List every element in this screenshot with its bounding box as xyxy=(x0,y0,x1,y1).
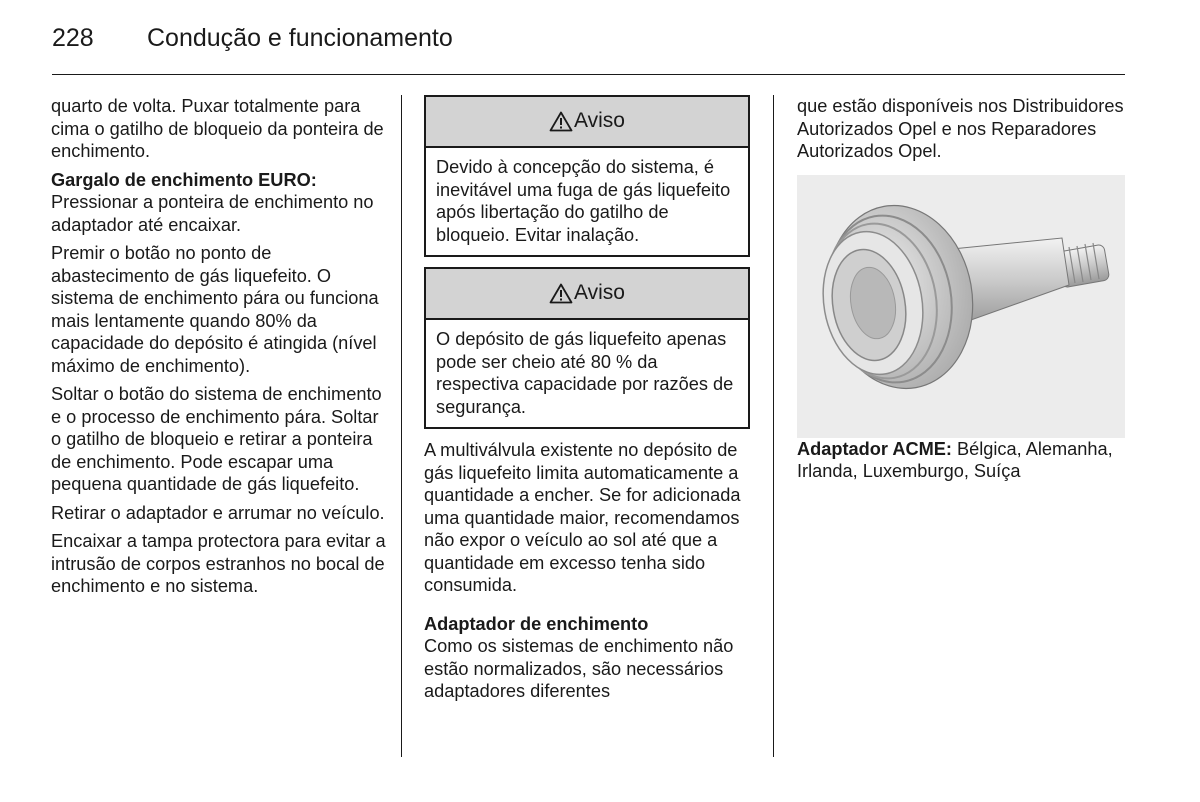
warning-text: Devido à concepção do sistema, é inevitável uma fuga de gás liquefeito após libertação do gatilho de bloqueio. Evitar inalação. xyxy=(436,157,731,245)
paragraph: quarto de volta. Puxar totalmente para cima o gatilho de bloqueio da ponteira de enchimento. xyxy=(51,96,384,161)
figure-caption xyxy=(797,438,1125,483)
column-2 xyxy=(424,95,754,703)
chapter-title: Condução e funcionamento xyxy=(147,24,453,52)
paragraph xyxy=(424,613,754,703)
page-number: 228 xyxy=(52,24,94,52)
section-heading: Adaptador de enchimento xyxy=(424,613,649,634)
warning-header xyxy=(426,97,748,148)
column-1 xyxy=(51,95,386,598)
acme-adapter-illustration xyxy=(797,175,1125,438)
paragraph-text: Pressionar a ponteira de enchimento no adaptador até encaixar. xyxy=(51,192,374,235)
paragraph: que estão disponíveis nos Distribuidores Autorizados Opel e nos Reparadores Autorizados Opel. xyxy=(797,96,1124,161)
paragraph: Premir o botão no ponto de abastecimento de gás liquefeito. O sistema de enchimento pára ou funciona mais lentamente quando 80% da capacidade do depósito é atingida (nível máximo de enchimento). xyxy=(51,243,379,376)
paragraph: Retirar o adaptador e arrumar no veículo. xyxy=(51,502,385,523)
warning-title: Aviso xyxy=(574,281,625,305)
paragraph: Encaixar a tampa protectora para evitar a intrusão de corpos estranhos no bocal de enchimento e no sistema. xyxy=(51,531,386,596)
warning-triangle-icon xyxy=(549,111,573,132)
column-divider-2 xyxy=(773,95,774,757)
warning-triangle-icon xyxy=(549,283,573,304)
column-divider-1 xyxy=(401,95,402,757)
warning-header xyxy=(426,269,748,320)
column-3 xyxy=(797,95,1125,483)
warning-title: Aviso xyxy=(574,109,625,133)
paragraph-heading: Gargalo de enchimento EURO: xyxy=(51,169,317,190)
paragraph: Soltar o botão do sistema de enchimento e o processo de enchimento pára. Soltar o gatilho de bloqueio e retirar a ponteira de enchimento. Pode escapar uma pequena quantidade de gás liquefeito. xyxy=(51,384,382,494)
warning-box xyxy=(424,95,750,257)
header-divider xyxy=(52,74,1125,75)
caption-heading: Adaptador ACME: xyxy=(797,438,952,459)
paragraph-text: Como os sistemas de enchimento não estão normalizados, são necessários adaptadores diferentes xyxy=(424,636,734,701)
warning-text: O depósito de gás liquefeito apenas pode ser cheio até 80 % da respectiva capacidade por razões de segurança. xyxy=(436,329,734,417)
caption-text: Bélgica, Alemanha, Irlanda, Luxemburgo, Suíça xyxy=(797,438,1113,481)
warning-box xyxy=(424,267,750,429)
paragraph xyxy=(51,169,386,237)
paragraph: A multiválvula existente no depósito de gás liquefeito limita automaticamente a quantidade a encher. Se for adicionada uma quantidade maior, recomendamos não expor o veículo ao sol até que a quantidade em excesso tenha sido consumida. xyxy=(424,440,741,595)
